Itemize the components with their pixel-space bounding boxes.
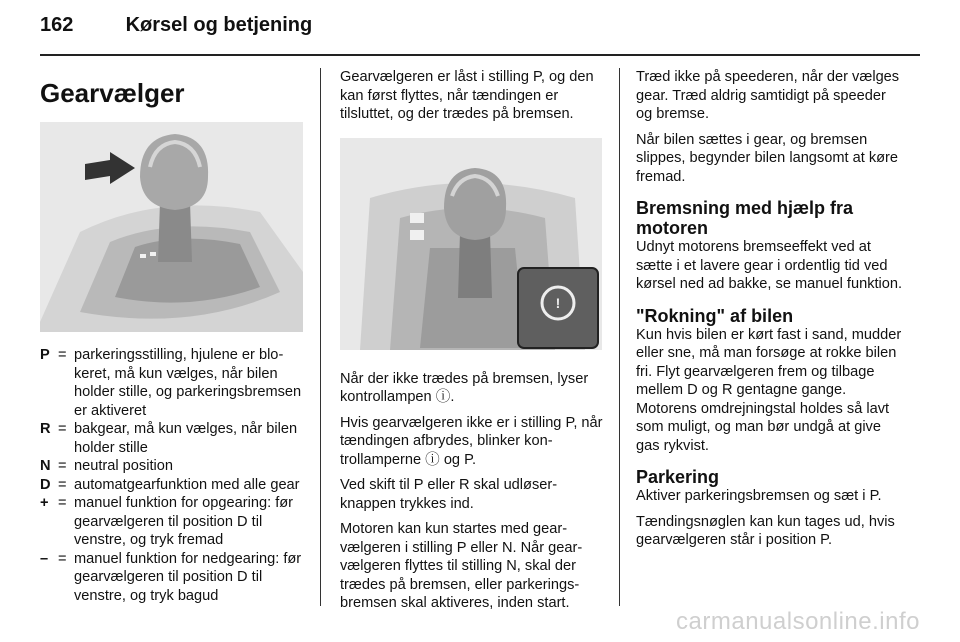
definition-key: R [40,421,51,437]
definition-key: – [40,550,49,567]
definition-text: neutral position [74,458,173,474]
paragraph: Tændingsnøglen kan kun tages ud, hvis gearvælgeren står i position P. [636,513,895,548]
paragraph: Når bilen sættes i gear, og bremsen slippes, begynder bilen langsomt at køre fremad. [636,131,899,185]
definition-row [40,550,306,606]
definition-sep: = [58,347,67,363]
definition-key: P [40,347,50,363]
gear-selector-illustration [40,122,303,332]
column-1 [40,68,306,605]
subheading-rocking: "Rokning" af bilen [636,305,794,326]
definition-row [40,476,306,495]
column-2 [340,68,604,620]
subheading-engine-braking: Bremsning med hjælp fra motoren [636,198,854,238]
definition-text: parkeringsstilling, hjulene er blokeret, må kun vælges, når bilen holder stille, og parkeringsbremsen er aktiveret [74,347,302,419]
paragraph: Hvis gearvælgeren ikke er i stilling P, når tændingen afbrydes, blinker kontrollamperne ⓘ og P. [340,414,603,468]
paragraph: Når der ikke trædes på bremsen, lyser kontrollampen ⓘ. [340,370,589,405]
column-3 [636,68,904,557]
paragraph: Motoren kan kun startes med gearvælgeren i stilling P eller N. Når gearvælgeren flyttes til stilling N, skal der trædes på bremsen, eller parkeringsbremsen skal aktiveres, inden start. [340,521,583,611]
definition-text: manuel funktion for opgearing: før gearvælgeren til position D til venstre, og tryk fremad [74,495,294,548]
paragraph: Udnyt motorens bremseeffekt ved at sætte i et lavere gear i ordentlig tid ved kørsel ned ad bakke, se manuel funktion. [636,239,903,292]
section-title: Gearvælger [40,78,185,108]
gear-lock-illustration [340,138,602,350]
paragraph: Aktiver parkeringsbremsen og sæt i P. [636,488,882,504]
definition-key: + [40,495,49,511]
paragraph: Kun hvis bilen er kørt fast i sand, mudder eller sne, må man forsøge at rokke bilen fri. Flyt gearvælgeren frem og tilbage mellem D og R gentagne gange. Motorens omdrejningstal holdes så lavt som muligt, og man bør undgå at give gas rykvist. [636,326,902,454]
definition-sep: = [58,476,67,493]
definition-row [40,494,306,550]
column-divider [619,68,620,606]
definition-text: bakgear, må kun vælges, når bilen holder stille [74,421,298,456]
definition-sep: = [58,421,67,437]
definition-key: D [40,476,51,493]
paragraph: Træd ikke på speederen, når der vælges gear. Træd aldrig samtidigt på speeder og bremse. [636,69,900,122]
definition-row [40,457,306,476]
svg-text:!: ! [555,294,561,311]
subheading-parking: Parkering [636,467,720,487]
gear-definitions [40,346,306,605]
gear-lock-figure [340,138,602,350]
watermark: carmanualsonline.info [676,608,920,635]
definition-text: automatgearfunktion med alle gear [74,476,300,493]
definition-key: N [40,458,51,474]
paragraph: Gearvælgeren er låst i stilling P, og den kan først flyttes, når tændingen er tilsluttet, og der trædes på bremsen. [340,69,594,122]
gear-selector-figure [40,122,303,332]
header-rule [40,54,920,56]
definition-sep: = [58,458,67,474]
definition-sep: = [58,550,67,567]
definition-sep: = [58,495,67,511]
definition-text: manuel funktion for nedgearing: før gearvælgeren til position D til venstre, og tryk bagud [74,550,302,604]
page-number: 162 [40,14,74,36]
page-header [40,14,312,37]
definition-row [40,420,306,457]
paragraph: Ved skift til P eller R skal udløserknappen trykkes ind. [340,477,558,512]
column-divider [320,68,321,606]
definition-row [40,346,306,420]
chapter-title: Kørsel og betjening [125,14,313,36]
